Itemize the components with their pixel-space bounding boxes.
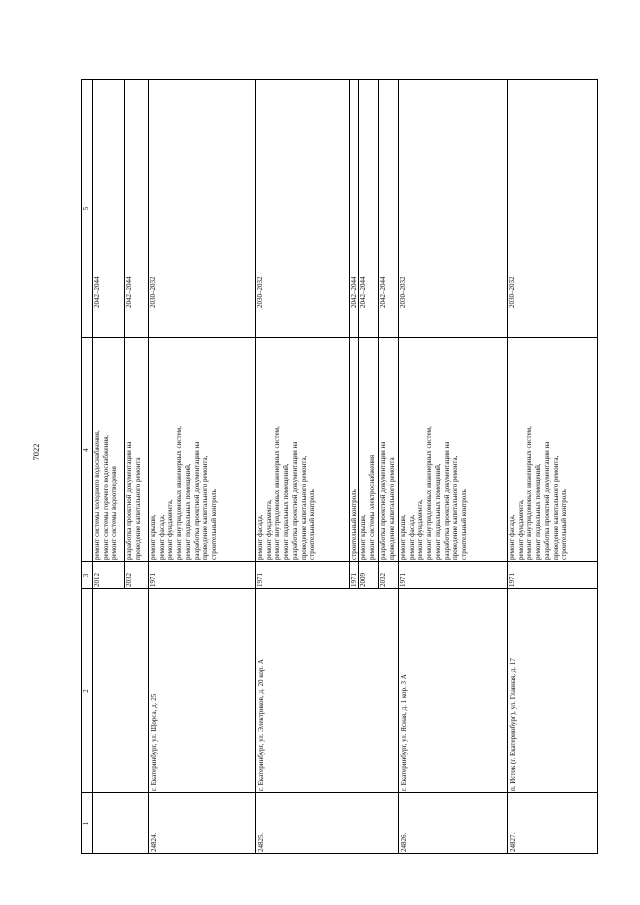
entry-year: 2032 <box>125 573 133 587</box>
entry-period: 2042–2044 <box>125 276 133 308</box>
column-header: 1 <box>82 821 90 826</box>
entry-work-line: ремонт системы холодного водоснабжения, <box>93 430 101 560</box>
entry-year: 1971 <box>149 573 157 587</box>
row-address: г. Екатеринбург, ул. Электриков, д. 20 кор. А <box>257 659 265 791</box>
entry-work-line: ремонт подвальных помещений, <box>433 463 442 560</box>
entry-year: 2032 <box>379 573 387 587</box>
row-address: г. Екатеринбург, ул. Щорса, д. 25 <box>150 693 158 791</box>
row-number: 24827. <box>509 832 517 852</box>
row-divider <box>148 79 149 854</box>
entry-work-line: ремонт фасада, <box>508 514 516 560</box>
entry-work-line: ремонт крыши, <box>359 514 367 560</box>
entry-period: 2042–2044 <box>93 276 101 308</box>
column-divider <box>81 79 598 80</box>
entry-work-line: строительный контроль <box>209 489 218 560</box>
page-number: 7022 <box>31 443 41 461</box>
entry-year: 1971 <box>508 573 516 587</box>
row-address: п. Исток (г. Екатеринбург), ул. Главная, д. 17 <box>509 658 517 791</box>
entry-work-line: ремонт внутридомовых инженерных систем, <box>525 426 534 560</box>
entry-work-line: строительный контроль <box>560 489 569 560</box>
entry-work-line: ремонт фундамента, <box>264 499 273 560</box>
entry-year: 1971 <box>256 573 264 587</box>
row-address: г. Екатеринбург, ул. Ясная, д. 1 кор. 3 А <box>400 674 408 791</box>
entry-work-line: ремонт крыши, <box>399 514 407 560</box>
row-divider <box>398 79 399 854</box>
entry-work-line: разработка проектной документации на <box>125 441 133 560</box>
row-number: 24826. <box>400 832 408 852</box>
entry-period: 2042–2044 <box>379 276 387 308</box>
entry-period: 2030–2032 <box>256 276 264 308</box>
entry-work-line: проведение капитального ремонта, <box>451 455 460 560</box>
entry-work-line: проведение капитального ремонта, <box>299 455 308 560</box>
entry-work-line: строительный контроль <box>308 489 317 560</box>
entry-period: 2042–2044 <box>359 276 367 308</box>
row-number: 24825. <box>257 832 265 852</box>
entry-period: 2030–2032 <box>508 276 516 308</box>
entry-work-line: ремонт фасада, <box>256 514 264 560</box>
entry-work-line: строительный контроль <box>459 489 468 560</box>
entry-period: 2030–2032 <box>399 276 407 308</box>
entry-year: 2009 <box>359 573 367 587</box>
row-divider <box>255 79 256 854</box>
column-header: 4 <box>82 448 90 452</box>
entry-work-line: проведение капитального ремонта, <box>201 455 210 560</box>
entry-work-line: ремонт фундамента, <box>516 499 525 560</box>
entry-work-line: проведение капитального ремонта <box>387 457 396 560</box>
column-header: 5 <box>82 206 90 211</box>
entry-work-line: разработка проектной документации на <box>542 441 551 560</box>
entry-work-line: разработка проектной документации на <box>290 441 299 560</box>
entry-work-line: ремонт подвальных помещений, <box>183 463 192 560</box>
entry-work-line: ремонт внутридомовых инженерных систем, <box>273 426 282 560</box>
rotated-table-area <box>81 79 598 854</box>
column-divider <box>81 561 598 562</box>
entry-work-line: ремонт фасада, <box>407 514 416 560</box>
entry-work-line: ремонт подвальных помещений, <box>534 463 543 560</box>
entry-year: 2012 <box>93 573 101 587</box>
entry-work-line: ремонт фасада, <box>157 514 166 560</box>
table-border-top <box>81 79 82 854</box>
column-header: 3 <box>82 573 90 578</box>
entry-work-line: разработка проектной документации на <box>442 441 451 560</box>
entry-work-line: ремонт крыши, <box>149 514 157 560</box>
table-border-bottom <box>597 79 598 854</box>
entry-work-line: разработка проектной документации на <box>192 441 201 560</box>
capital-repair-table <box>81 79 598 854</box>
entry-work-line: ремонт фундамента, <box>166 499 175 560</box>
entry-period: 2042–2044 <box>350 276 358 308</box>
entry-year: 1971 <box>399 573 407 587</box>
entry-divider <box>358 79 359 589</box>
column-divider <box>81 853 598 854</box>
entry-work-line: ремонт системы водоотведения <box>110 466 119 560</box>
entry-year: 1971 <box>350 573 358 587</box>
entry-period: 2030–2032 <box>149 276 157 308</box>
entry-work-line: проведение капитального ремонта <box>133 457 142 560</box>
entry-work-line: строительный контроль <box>350 489 358 560</box>
entry-work-line: ремонт системы горячего водоснабжения, <box>101 434 110 560</box>
column-divider <box>81 792 598 793</box>
entry-work-line: ремонт внутридомовых инженерных систем, <box>425 426 434 560</box>
entry-work-line: ремонт системы электроснабжения <box>367 454 376 560</box>
row-number: 24824. <box>150 832 158 852</box>
column-divider <box>81 588 598 589</box>
entry-work-line: разработка проектной документации на <box>379 441 387 560</box>
entry-work-line: проведение капитального ремонта, <box>551 455 560 560</box>
entry-work-line: ремонт фундамента, <box>416 499 425 560</box>
entry-work-line: ремонт внутридомовых инженерных систем, <box>175 426 184 560</box>
row-divider <box>507 79 508 854</box>
column-divider <box>81 337 598 338</box>
column-header: 2 <box>82 689 90 693</box>
entry-work-line: ремонт подвальных помещений, <box>282 463 291 560</box>
